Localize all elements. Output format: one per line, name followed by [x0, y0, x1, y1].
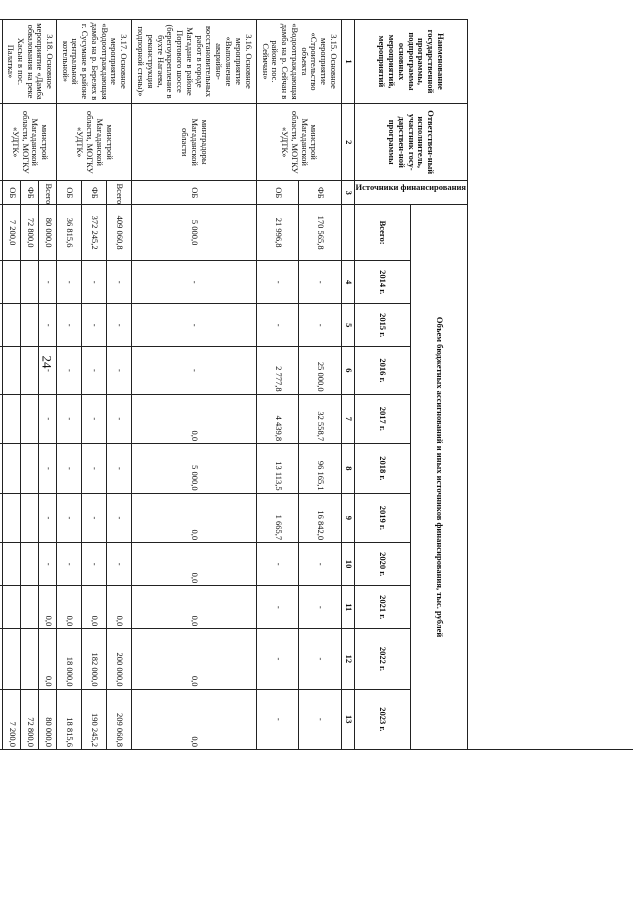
funding-source: Всего [39, 181, 57, 205]
year-value: 32 558,7 [299, 394, 341, 444]
measure-name: 3.18. Основное мероприятие «Дамба обвалования на реке Хасын в пос. Палатка» [3, 20, 57, 104]
header-col-number: 5 [341, 304, 354, 347]
year-value [21, 304, 39, 347]
header-year: 2019 г. [354, 493, 411, 543]
header-total: Всего: [354, 205, 411, 261]
year-value: - [257, 629, 299, 689]
table-row [39, 20, 57, 750]
year-value: 200 000,0 [106, 629, 131, 689]
year-value: - [106, 543, 131, 586]
year-value: - [57, 493, 82, 543]
year-value [0, 543, 3, 586]
year-value: 18 000,0 [57, 629, 82, 689]
header-col-number: 7 [341, 394, 354, 444]
year-value [21, 493, 39, 543]
rotated-table-container [6, 19, 468, 750]
header-year: 2021 г. [354, 586, 411, 629]
year-value: - [39, 444, 57, 494]
year-value [0, 394, 3, 444]
year-value [21, 543, 39, 586]
year-value [0, 629, 3, 689]
year-value: - [131, 261, 256, 304]
year-value [0, 444, 3, 494]
total-value: 72 800,0 [21, 205, 39, 261]
header-source [354, 181, 467, 205]
funding-source: ОБ [57, 181, 82, 205]
year-value [3, 304, 21, 347]
year-value: 0,0 [131, 629, 256, 689]
funding-source: ОБ [131, 181, 256, 205]
year-value: 25 000,0 [299, 347, 341, 394]
header-col-number-empty [341, 205, 354, 261]
year-value: 1 665,7 [257, 493, 299, 543]
year-value: - [106, 304, 131, 347]
measure-name: 3.15. Основное мероприятие «Строительство объекта «Водоотграждающая дамба на р. Сейчан в районе пос. Сеймчан» [257, 20, 342, 104]
year-value [21, 586, 39, 629]
table-row [299, 20, 341, 750]
year-value: - [106, 444, 131, 494]
year-value [3, 543, 21, 586]
year-value: - [57, 347, 82, 394]
header-col-number: 4 [341, 261, 354, 304]
header-col-number: 8 [341, 444, 354, 494]
responsible-executor: минтрадоры Магаданской области [131, 103, 256, 181]
year-value [0, 493, 3, 543]
rotated-page [6, 19, 468, 750]
year-value [21, 347, 39, 394]
responsible-executor: минстрой Магаданской области, МОГКУ «УДТК» [257, 103, 342, 181]
year-value [3, 347, 21, 394]
year-value [21, 444, 39, 494]
header-source-text: Источники финансирования [355, 182, 466, 193]
year-value: 190 245,2 [82, 689, 107, 749]
total-value: 7 200,0 [3, 205, 21, 261]
measure-name [0, 20, 3, 104]
total-value: 80 000,0 [39, 205, 57, 261]
header-year: 2015 г. [354, 304, 411, 347]
year-value: 0,0 [131, 543, 256, 586]
year-value: - [57, 261, 82, 304]
year-value: 5 000,0 [131, 444, 256, 494]
year-value [3, 394, 21, 444]
page-rule [183, 749, 633, 750]
year-value: - [106, 394, 131, 444]
year-value: 182 000,0 [82, 629, 107, 689]
budget-table [0, 19, 468, 750]
header-volume: Объем бюджетных ассигнований и иных источников финансирования, тыс. рублей [411, 205, 468, 750]
header-col-number: 10 [341, 543, 354, 586]
funding-source: ФБ [21, 181, 39, 205]
table-row [0, 20, 3, 750]
year-value [0, 689, 3, 749]
funding-source: ОБ [3, 181, 21, 205]
year-value: - [39, 394, 57, 444]
measure-name: 3.16. Основное мероприятие «Выполнение аварийно-восстановительных работ в городе Магадане в районе Портового шоссе (берегоукрепление в бухте Нагаева, реконструкция подпорной стены)» [131, 20, 256, 104]
header-name: Наименование государственной программы, подпрограммы основных мероприятий, мероприятий [354, 20, 467, 104]
year-value: 80 000,0 [39, 689, 57, 749]
funding-source: ФБ [299, 181, 341, 205]
year-value: - [106, 347, 131, 394]
total-value [0, 205, 3, 261]
year-value [21, 394, 39, 444]
year-value: 0,0 [39, 629, 57, 689]
header-year: 2017 г. [354, 394, 411, 444]
year-value: - [57, 543, 82, 586]
year-value: - [299, 586, 341, 629]
year-value: - [82, 493, 107, 543]
year-value: - [106, 493, 131, 543]
header-col-number: 13 [341, 689, 354, 749]
year-value: 0,0 [82, 586, 107, 629]
year-value [3, 629, 21, 689]
total-value: 36 815,6 [57, 205, 82, 261]
year-value: 0,0 [131, 586, 256, 629]
year-value: 96 165,1 [299, 444, 341, 494]
header-year: 2022 г. [354, 629, 411, 689]
year-value: - [82, 304, 107, 347]
year-value: - [82, 543, 107, 586]
year-value: 7 200,0 [3, 689, 21, 749]
header-col-number: 11 [341, 586, 354, 629]
year-value: 72 800,0 [21, 689, 39, 749]
year-value: 0,0 [131, 394, 256, 444]
measure-name: 3.17. Основное мероприятие «Водоотграждающая дамба на р. Берелех в г. Сусумане в районе центральной котельной» [57, 20, 131, 104]
year-value: 0,0 [131, 689, 256, 749]
year-value: - [257, 304, 299, 347]
header-number-row [341, 20, 354, 750]
year-value: 0,0 [57, 586, 82, 629]
total-value: 409 060,8 [106, 205, 131, 261]
year-value: - [299, 543, 341, 586]
year-value: 13 113,5 [257, 444, 299, 494]
year-value: - [257, 689, 299, 749]
header-year: 2023 г. [354, 689, 411, 749]
header-col-number: 2 [341, 103, 354, 181]
funding-source: Всего [106, 181, 131, 205]
year-value: 2 777,8 [257, 347, 299, 394]
year-value: 18 815,6 [57, 689, 82, 749]
year-value: 4 439,8 [257, 394, 299, 444]
responsible-executor: минстрой Магаданской области, МОГКУ «УДТК» [3, 103, 57, 181]
header-responsible: Ответствен-ный исполнитель, участник госу-дарствен-ной программы [354, 103, 467, 181]
year-value: - [57, 394, 82, 444]
header-col-number: 9 [341, 493, 354, 543]
year-value: - [57, 304, 82, 347]
total-value: 21 996,8 [257, 205, 299, 261]
funding-source: ОБ [257, 181, 299, 205]
year-value: - [82, 394, 107, 444]
total-value: 5 000,0 [131, 205, 256, 261]
funding-source [0, 181, 3, 205]
header-col-number: 3 [341, 181, 354, 205]
funding-source: ФБ [82, 181, 107, 205]
year-value [0, 304, 3, 347]
year-value [3, 444, 21, 494]
header-year: 2014 г. [354, 261, 411, 304]
year-value: 16 842,0 [299, 493, 341, 543]
total-value: 372 245,2 [82, 205, 107, 261]
year-value: - [257, 586, 299, 629]
year-value: 0,0 [39, 586, 57, 629]
year-value: 209 060,8 [106, 689, 131, 749]
header-col-number: 1 [341, 20, 354, 104]
header-row-1 [411, 20, 468, 750]
year-value: - [257, 543, 299, 586]
year-value: 0,0 [106, 586, 131, 629]
year-value: - [82, 347, 107, 394]
page-number: 24 [39, 355, 55, 369]
year-value: - [257, 261, 299, 304]
year-value: - [106, 261, 131, 304]
header-year: 2016 г. [354, 347, 411, 394]
year-value: - [299, 304, 341, 347]
year-value: 0,0 [131, 493, 256, 543]
year-value: - [82, 261, 107, 304]
year-value: - [299, 629, 341, 689]
year-value: - [39, 347, 57, 394]
table-row [131, 20, 256, 750]
year-value: - [299, 261, 341, 304]
year-value [0, 261, 3, 304]
year-value: - [131, 347, 256, 394]
year-value: - [39, 543, 57, 586]
year-value: - [82, 444, 107, 494]
year-value [21, 629, 39, 689]
year-value [0, 586, 3, 629]
year-value: - [299, 689, 341, 749]
header-col-number: 6 [341, 347, 354, 394]
year-value [21, 261, 39, 304]
year-value: - [131, 304, 256, 347]
total-value: 170 565,8 [299, 205, 341, 261]
year-value: - [39, 261, 57, 304]
responsible-executor [0, 103, 3, 181]
header-year: 2020 г. [354, 543, 411, 586]
year-value [0, 347, 3, 394]
year-value: - [39, 304, 57, 347]
year-value: - [57, 444, 82, 494]
year-value [3, 493, 21, 543]
year-value: - [39, 493, 57, 543]
header-year: 2018 г. [354, 444, 411, 494]
header-col-number: 12 [341, 629, 354, 689]
table-row [106, 20, 131, 750]
responsible-executor: минстрой Магаданской области, МОГКУ «УДТК» [57, 103, 131, 181]
year-value [3, 261, 21, 304]
year-value [3, 586, 21, 629]
